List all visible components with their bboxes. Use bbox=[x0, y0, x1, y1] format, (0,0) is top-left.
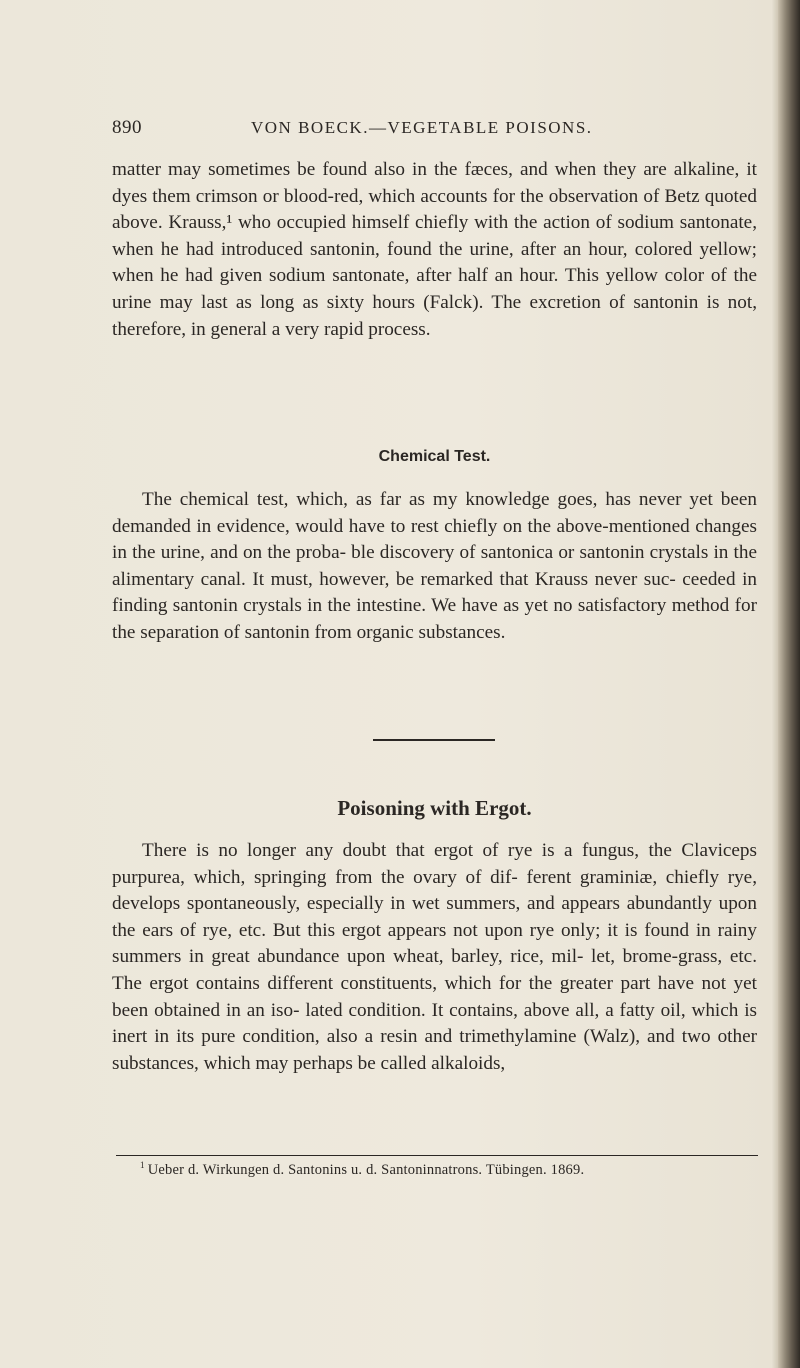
page-number: 890 bbox=[112, 117, 142, 138]
paragraph-santonin-continued: matter may sometimes be found also in the fæces, and when they are alkaline, it dyes them crimson or blood-red, which accounts for the observation of Betz quoted above. Krauss,¹ who occupied himself chiefly with the action of sodium santonate, when he had introduced santonin, found the urine, after an hour, colored yellow; when he had given sodium santonate, after half an hour. This yellow color of the urine may last as long as sixty hours (Falck). The excretion of santonin is not, therefore, in general a very rapid process. bbox=[112, 159, 757, 340]
page-header bbox=[112, 117, 752, 143]
section-heading-chemical-test: Chemical Test. bbox=[378, 448, 491, 465]
footnote-marker: 1 bbox=[140, 1160, 145, 1170]
paragraph-chemical-test: The chemical test, which, as far as my knowledge goes, has never yet been demanded in evidence, would have to rest chiefly on the above-mentioned changes in the urine, and on the proba- ble discovery of santonica or santonin crystals in the alimentary canal. It must, however, be remarked that Krauss never suc- ceeded in finding santonin crystals in the intestine. We have as yet no satisfactory method for the separation of santonin from organic substances. bbox=[112, 489, 757, 643]
paragraph-ergot: There is no longer any doubt that ergot of rye is a fungus, the Claviceps purpurea, which, springing from the ovary of dif- ferent graminiæ, chiefly rye, develops spontaneously, especially in wet summers, and appears abundantly upon the ears of rye, etc. But this ergot appears not upon rye only; it is found in rainy summers in great abundance upon wheat, barley, rice, mil- let, brome-grass, etc. The ergot contains different constituents, which for the greater part have not yet been obtained in an iso- lated condition. It contains, above all, a fatty oil, which is inert in its pure condition, also a resin and trimethylamine (Walz), and two other substances, which may perhaps be called alkaloids, bbox=[112, 840, 757, 1074]
footnote bbox=[140, 1160, 584, 1179]
book-edge bbox=[778, 0, 800, 1368]
section-divider bbox=[373, 739, 495, 741]
section-heading-ergot: Poisoning with Ergot. bbox=[337, 796, 532, 820]
footnote-text: Ueber d. Wirkungen d. Santonins u. d. Santoninnatrons. Tübingen. 1869. bbox=[147, 1161, 585, 1178]
running-title: VON BOECK.—VEGETABLE POISONS. bbox=[251, 118, 593, 137]
footnote-rule bbox=[116, 1155, 758, 1156]
